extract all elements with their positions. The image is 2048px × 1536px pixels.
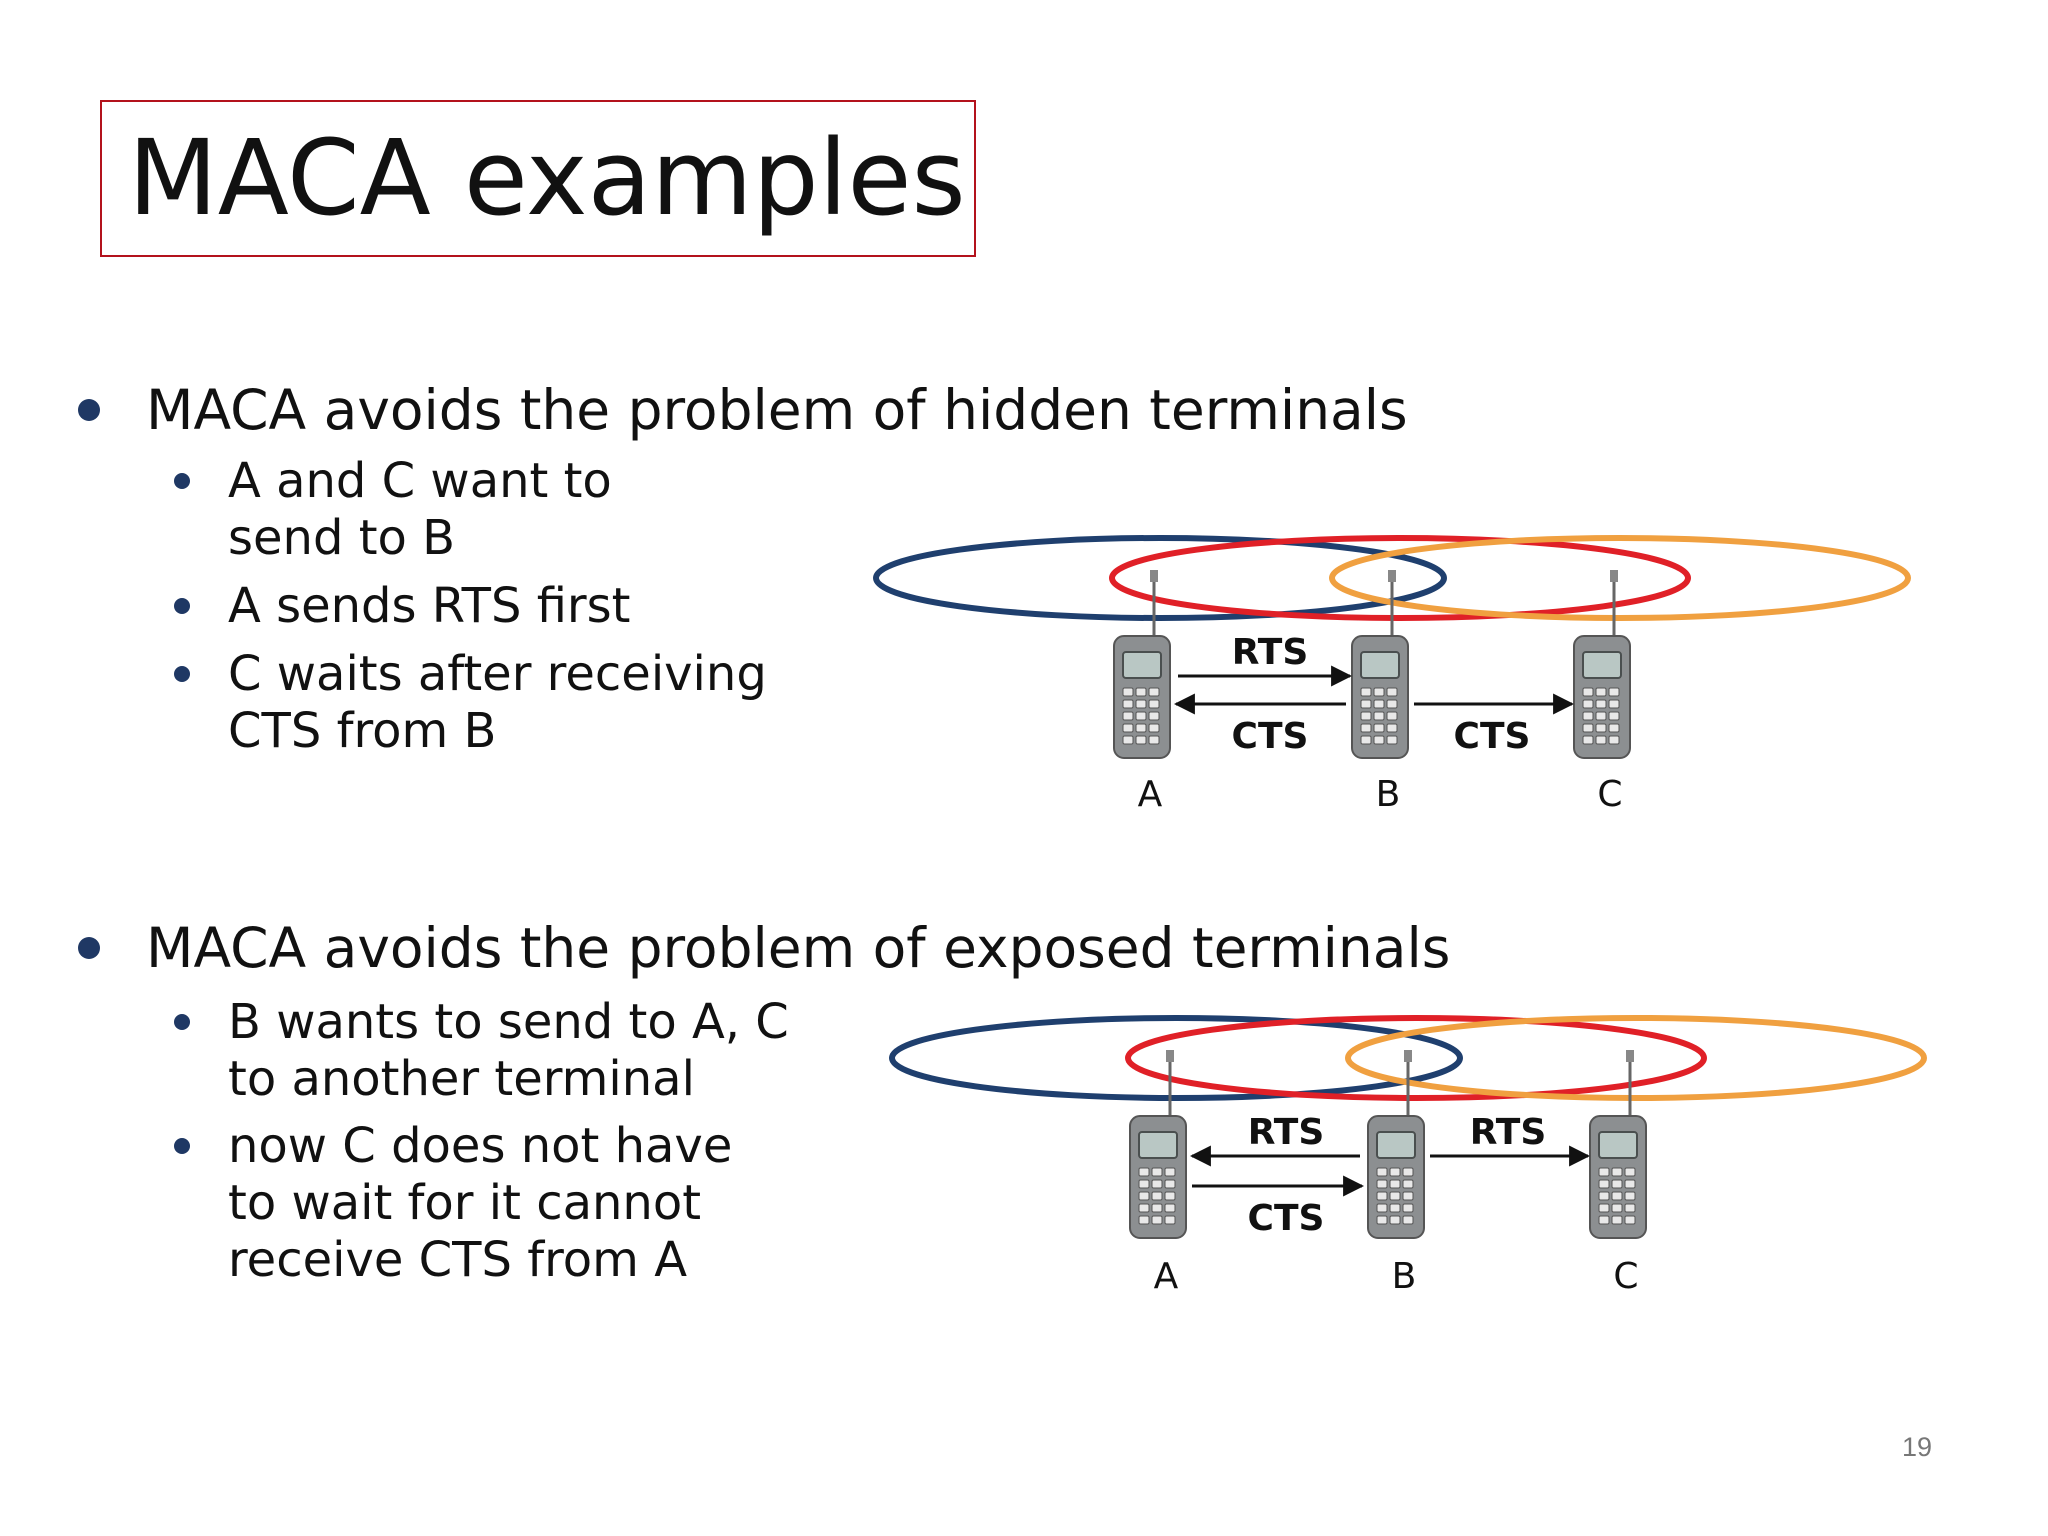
phone-key — [1403, 1192, 1413, 1200]
phone-key — [1403, 1204, 1413, 1212]
arrow-label-cts: CTS — [1453, 716, 1531, 757]
phone-key — [1165, 1180, 1175, 1188]
phone-key — [1165, 1168, 1175, 1176]
phone-icon — [1574, 570, 1630, 758]
phone-key — [1599, 1192, 1609, 1200]
phone-key — [1152, 1180, 1162, 1188]
phone-key — [1596, 688, 1606, 696]
phone-key — [1123, 700, 1133, 708]
phone-key — [1149, 688, 1159, 696]
phone-key — [1136, 712, 1146, 720]
phone-key — [1139, 1204, 1149, 1212]
phone-key — [1374, 688, 1384, 696]
phone-key — [1123, 688, 1133, 696]
phone-key — [1136, 736, 1146, 744]
phone-key — [1139, 1216, 1149, 1224]
phone-screen — [1361, 652, 1399, 678]
range-ellipse-A — [892, 1018, 1460, 1098]
phone-key — [1596, 712, 1606, 720]
phone-key — [1149, 712, 1159, 720]
phone-key — [1596, 736, 1606, 744]
node-label-B: B — [1375, 774, 1401, 815]
phone-key — [1583, 688, 1593, 696]
phone-key — [1599, 1216, 1609, 1224]
phone-key — [1612, 1180, 1622, 1188]
phone-key — [1609, 712, 1619, 720]
diagram-exposed — [892, 1018, 1924, 1297]
phone-key — [1599, 1168, 1609, 1176]
antenna-tip — [1388, 570, 1396, 582]
phone-key — [1612, 1168, 1622, 1176]
phone-key — [1165, 1204, 1175, 1212]
node-label-A: A — [1137, 774, 1163, 815]
phone-screen — [1123, 652, 1161, 678]
phone-key — [1152, 1204, 1162, 1212]
phone-key — [1374, 736, 1384, 744]
phone-key — [1139, 1180, 1149, 1188]
phone-key — [1152, 1192, 1162, 1200]
range-ellipse-A — [876, 538, 1444, 618]
phone-key — [1625, 1168, 1635, 1176]
phone-screen — [1583, 652, 1621, 678]
phone-key — [1390, 1204, 1400, 1212]
phone-key — [1390, 1168, 1400, 1176]
phone-key — [1377, 1192, 1387, 1200]
diagram-hidden — [876, 538, 1908, 815]
phone-screen — [1377, 1132, 1415, 1158]
phone-key — [1136, 700, 1146, 708]
phone-key — [1377, 1180, 1387, 1188]
phone-key — [1403, 1180, 1413, 1188]
phone-key — [1612, 1192, 1622, 1200]
node-label-C: C — [1597, 774, 1623, 815]
phone-key — [1583, 724, 1593, 732]
phone-key — [1165, 1216, 1175, 1224]
phone-key — [1149, 736, 1159, 744]
phone-key — [1374, 700, 1384, 708]
phone-key — [1403, 1168, 1413, 1176]
phone-key — [1625, 1192, 1635, 1200]
phone-key — [1123, 736, 1133, 744]
arrow-label-rts: RTS — [1231, 632, 1309, 673]
phone-key — [1387, 700, 1397, 708]
phone-key — [1387, 688, 1397, 696]
phone-key — [1403, 1216, 1413, 1224]
phone-key — [1361, 724, 1371, 732]
phone-key — [1374, 724, 1384, 732]
phone-key — [1123, 724, 1133, 732]
phone-key — [1139, 1192, 1149, 1200]
phone-key — [1596, 700, 1606, 708]
slide-title: MACA examples — [128, 117, 966, 239]
arrow-label-cts: CTS — [1231, 716, 1309, 757]
phone-screen — [1139, 1132, 1177, 1158]
phone-key — [1583, 736, 1593, 744]
phone-key — [1139, 1168, 1149, 1176]
phone-key — [1390, 1216, 1400, 1224]
phone-key — [1361, 736, 1371, 744]
phone-key — [1377, 1168, 1387, 1176]
phone-key — [1612, 1204, 1622, 1212]
phone-key — [1152, 1216, 1162, 1224]
phone-key — [1149, 724, 1159, 732]
phone-key — [1625, 1180, 1635, 1188]
arrow-label-rts: RTS — [1247, 1112, 1325, 1153]
phone-key — [1596, 724, 1606, 732]
phone-key — [1583, 712, 1593, 720]
antenna-tip — [1166, 1050, 1174, 1062]
phone-key — [1609, 688, 1619, 696]
phone-key — [1123, 712, 1133, 720]
phone-key — [1361, 688, 1371, 696]
phone-key — [1609, 736, 1619, 744]
phone-key — [1390, 1192, 1400, 1200]
phone-key — [1149, 700, 1159, 708]
antenna-tip — [1150, 570, 1158, 582]
arrow-label-cts: CTS — [1247, 1198, 1325, 1239]
antenna-tip — [1404, 1050, 1412, 1062]
phone-key — [1136, 724, 1146, 732]
phone-key — [1374, 712, 1384, 720]
phone-key — [1361, 700, 1371, 708]
phone-key — [1387, 724, 1397, 732]
node-label-B: B — [1391, 1256, 1417, 1297]
node-label-A: A — [1153, 1256, 1179, 1297]
phone-key — [1625, 1204, 1635, 1212]
phone-key — [1377, 1216, 1387, 1224]
antenna-tip — [1610, 570, 1618, 582]
phone-key — [1609, 724, 1619, 732]
node-label-C: C — [1613, 1256, 1639, 1297]
phone-key — [1599, 1204, 1609, 1212]
phone-key — [1377, 1204, 1387, 1212]
phone-key — [1609, 700, 1619, 708]
phone-screen — [1599, 1132, 1637, 1158]
phone-key — [1599, 1180, 1609, 1188]
phone-icon — [1590, 1050, 1646, 1238]
phone-key — [1361, 712, 1371, 720]
phone-key — [1583, 700, 1593, 708]
phone-key — [1136, 688, 1146, 696]
phone-key — [1390, 1180, 1400, 1188]
phone-key — [1387, 712, 1397, 720]
antenna-tip — [1626, 1050, 1634, 1062]
phone-key — [1165, 1192, 1175, 1200]
phone-key — [1387, 736, 1397, 744]
page-number: 19 — [1901, 1432, 1932, 1462]
phone-key — [1612, 1216, 1622, 1224]
phone-key — [1152, 1168, 1162, 1176]
arrow-label-rts: RTS — [1469, 1112, 1547, 1153]
phone-key — [1625, 1216, 1635, 1224]
